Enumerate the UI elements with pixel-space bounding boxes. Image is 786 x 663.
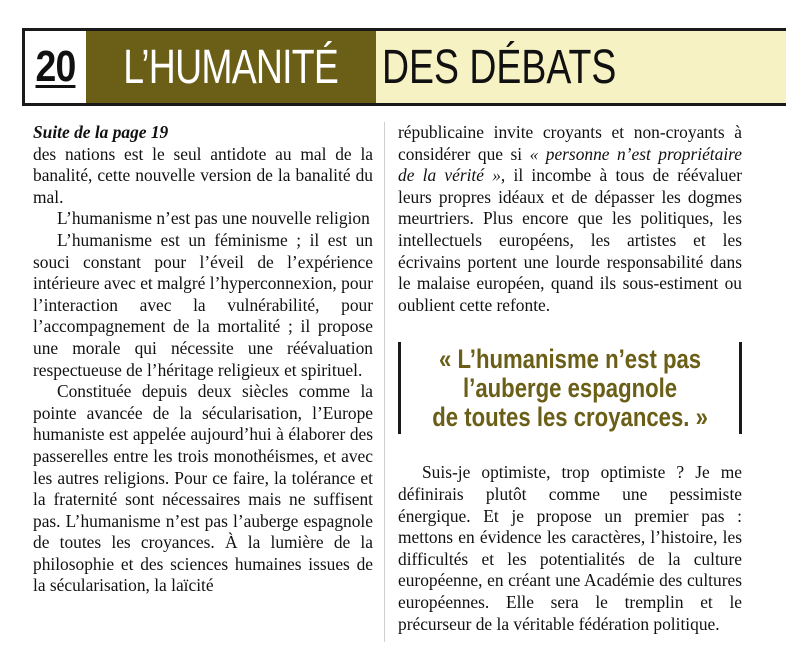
paragraph: L’humanisme n’est pas une nouvelle religion (57, 208, 370, 229)
pull-quote (398, 342, 742, 434)
paragraph: L’humanisme est un féminisme ; il est un souci constant pour l’éveil de l’expérience intérieure avec et malgré l’hyperconnexion, pour l’interaction avec la vulnérabilité, pour l’accompagnement de la mortalité ; il propose une morale qui nécessite une réévaluation respectueuse de l’héritage religieux et spirituel. (33, 229, 373, 380)
paragraph-text: républicaine invite croyants et non-croyants à considérer que si (398, 122, 742, 164)
paragraph: des nations est le seul antidote au mal de la banalité, cette nouvelle version de la banalité du mal. (33, 143, 373, 207)
pull-quote-line: « L’humanisme n’est pas (438, 343, 702, 374)
paragraph: Constituée depuis deux siècles comme la pointe avancée de la sécularisation, l’Europe humaniste est appelée aujourd’hui à élaborer des passerelles entre les trois monothéismes, et avec les autres religions. Pour ce faire, la tolérance et la fraternité sont nécessaires mais ne suffisent pas. L’humanisme n’est pas l’auberge espagnole de toutes les croyances. À la lumière de la philosophie et des sciences humaines issues de la sécularisation, la laïcité (33, 381, 373, 596)
pull-quote-line: l’auberge espagnole (462, 372, 678, 403)
brand-band (86, 28, 376, 106)
paragraph (398, 122, 742, 316)
page-number: 20 (35, 42, 76, 91)
column-divider (384, 122, 385, 642)
page-header (22, 28, 786, 106)
pull-quote-text (432, 345, 708, 432)
quoted-phrase: « personne n’est propriétaire de la vérité » (398, 143, 742, 186)
continued-from-label: Suite de la page 19 (33, 122, 169, 142)
paragraph: Suis-je optimiste, trop optimiste ? Je me définirais plutôt comme une pessimiste énergique. Et je propose un premier pas : mettons en évidence les caractères, l’histoire, les difficultés et les potentialités de la culture européenne, en créant une Académie des cultures européennes. Elle sera le tremplin et le précurseur de la véritable fédération politique. (398, 462, 742, 634)
pull-quote-line: de toutes les croyances. » (432, 401, 708, 432)
right-column (398, 122, 742, 635)
paragraph-text: , il incombe à tous de réévaluer leurs propres idéaux et de dépasser les dogmes meurtriers. Plus encore que les politiques, les intellectuels européens, les artistes et les écrivains portent une lourde responsabilité dans le malaise européen, quand ils sous-estiment ou oublient cette refonte. (398, 165, 742, 315)
left-column (33, 122, 373, 597)
section-title: DES DÉBATS (382, 40, 617, 94)
newspaper-title: L’HUMANITÉ (123, 40, 339, 94)
page-number-box (22, 28, 86, 106)
section-band (376, 28, 786, 106)
